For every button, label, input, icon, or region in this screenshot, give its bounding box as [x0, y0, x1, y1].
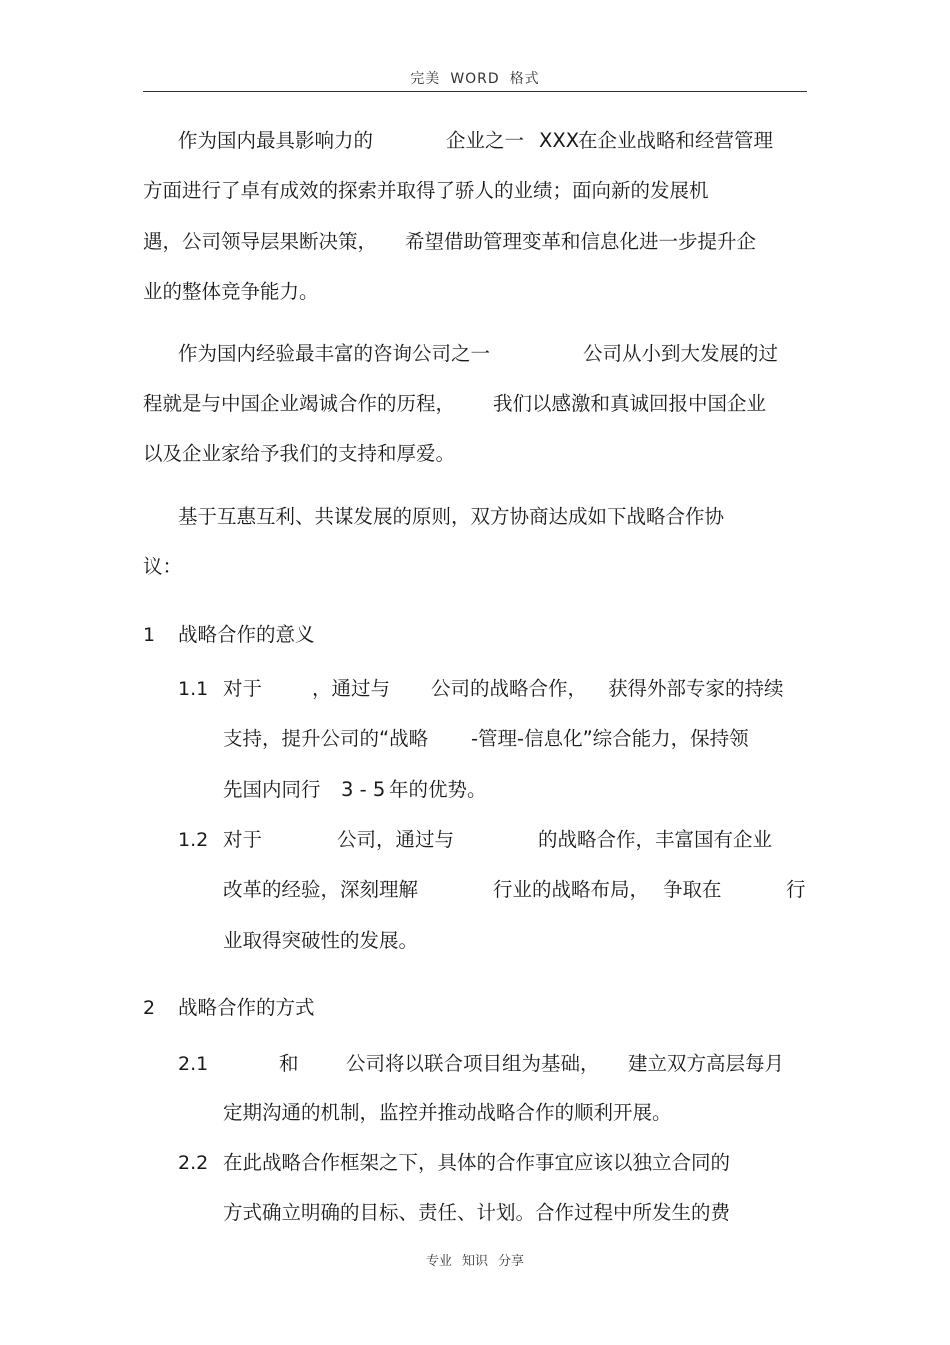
footer-word-2: 知识: [461, 1254, 488, 1269]
text-line: 行业的战略布局，: [493, 878, 650, 901]
text-line: 和: [279, 1052, 299, 1075]
text-line: 方面进行了卓有成效的探索并取得了骄人的业绩；面向新的发展机: [143, 179, 709, 202]
text-line: 作为国内经验最丰富的咨询公司之一: [178, 342, 491, 365]
text-line: 方式确立明确的目标、责任、计划。合作过程中所发生的费: [223, 1201, 731, 1224]
text-line: 建立双方高层每月: [628, 1052, 785, 1075]
text-line: 获得外部专家的持续: [608, 677, 784, 700]
text-line: 我们以感激和真诚回报中国企业: [493, 392, 767, 415]
text-line: 行: [786, 878, 806, 901]
text-line: ，通过与: [312, 677, 391, 700]
section-number: 2: [143, 997, 156, 1019]
section-title: 战略合作的意义: [178, 623, 315, 646]
item-number: 1.2: [178, 829, 209, 851]
text-line: 先国内同行: [223, 778, 321, 801]
text-line: 对于: [223, 828, 263, 851]
text-line: 改革的经验，深刻理解: [223, 878, 419, 901]
text-line: 议：: [143, 555, 183, 578]
text-line: 年的优势。: [389, 778, 487, 801]
text-line: 公司的战略合作，: [431, 677, 588, 700]
text-line: 支持，提升公司的“战略: [223, 727, 429, 750]
footer-word-1: 专业: [425, 1254, 452, 1269]
text-line: 遇，公司领导层果断决策，: [143, 230, 378, 253]
page-header: [0, 68, 950, 88]
text-line: 希望借助管理变革和信息化进一步提升企: [405, 230, 757, 253]
text-line: 定期沟通的机制，监控并推动战略合作的顺利开展。: [223, 1101, 672, 1124]
item-number: 2.1: [178, 1053, 209, 1075]
section-number: 1: [143, 624, 156, 646]
header-word-1: 完美: [410, 71, 441, 87]
text-line: 以及企业家给予我们的支持和厚爱。: [143, 442, 456, 465]
text-line: 基于互惠互利、共谋发展的原则，双方协商达成如下战略合作协: [178, 505, 725, 528]
header-word-3: 格式: [509, 71, 540, 87]
text-line: 公司从小到大发展的过: [583, 342, 779, 365]
text-line: 3 - 5: [341, 778, 386, 801]
text-line: 在企业战略和经营管理: [578, 129, 774, 152]
item-number: 1.1: [178, 678, 209, 700]
header-word-2: WORD: [450, 71, 500, 87]
text-line: 企业之一: [446, 129, 525, 152]
header-rule: [143, 91, 807, 92]
item-number: 2.2: [178, 1152, 209, 1174]
section-title: 战略合作的方式: [178, 996, 315, 1019]
text-line: 对于: [223, 677, 263, 700]
text-line: XXX: [539, 129, 580, 152]
text-line: 在此战略合作框架之下，具体的合作事宜应该以独立合同的: [223, 1151, 731, 1174]
text-line: 业的整体竞争能力。: [143, 280, 319, 303]
text-line: 的战略合作，丰富国有企业: [538, 828, 773, 851]
text-line: 业取得突破性的发展。: [223, 929, 419, 952]
text-line: 程就是与中国企业竭诚合作的历程，: [143, 392, 456, 415]
page-footer: [0, 1250, 950, 1269]
text-line: 公司，通过与: [337, 828, 455, 851]
text-line: 作为国内最具影响力的: [178, 129, 374, 152]
footer-word-3: 分享: [498, 1254, 525, 1269]
text-line: -管理-信息化”综合能力，保持领: [471, 727, 749, 750]
text-line: 争取在: [663, 878, 722, 901]
text-line: 公司将以联合项目组为基础，: [346, 1052, 600, 1075]
